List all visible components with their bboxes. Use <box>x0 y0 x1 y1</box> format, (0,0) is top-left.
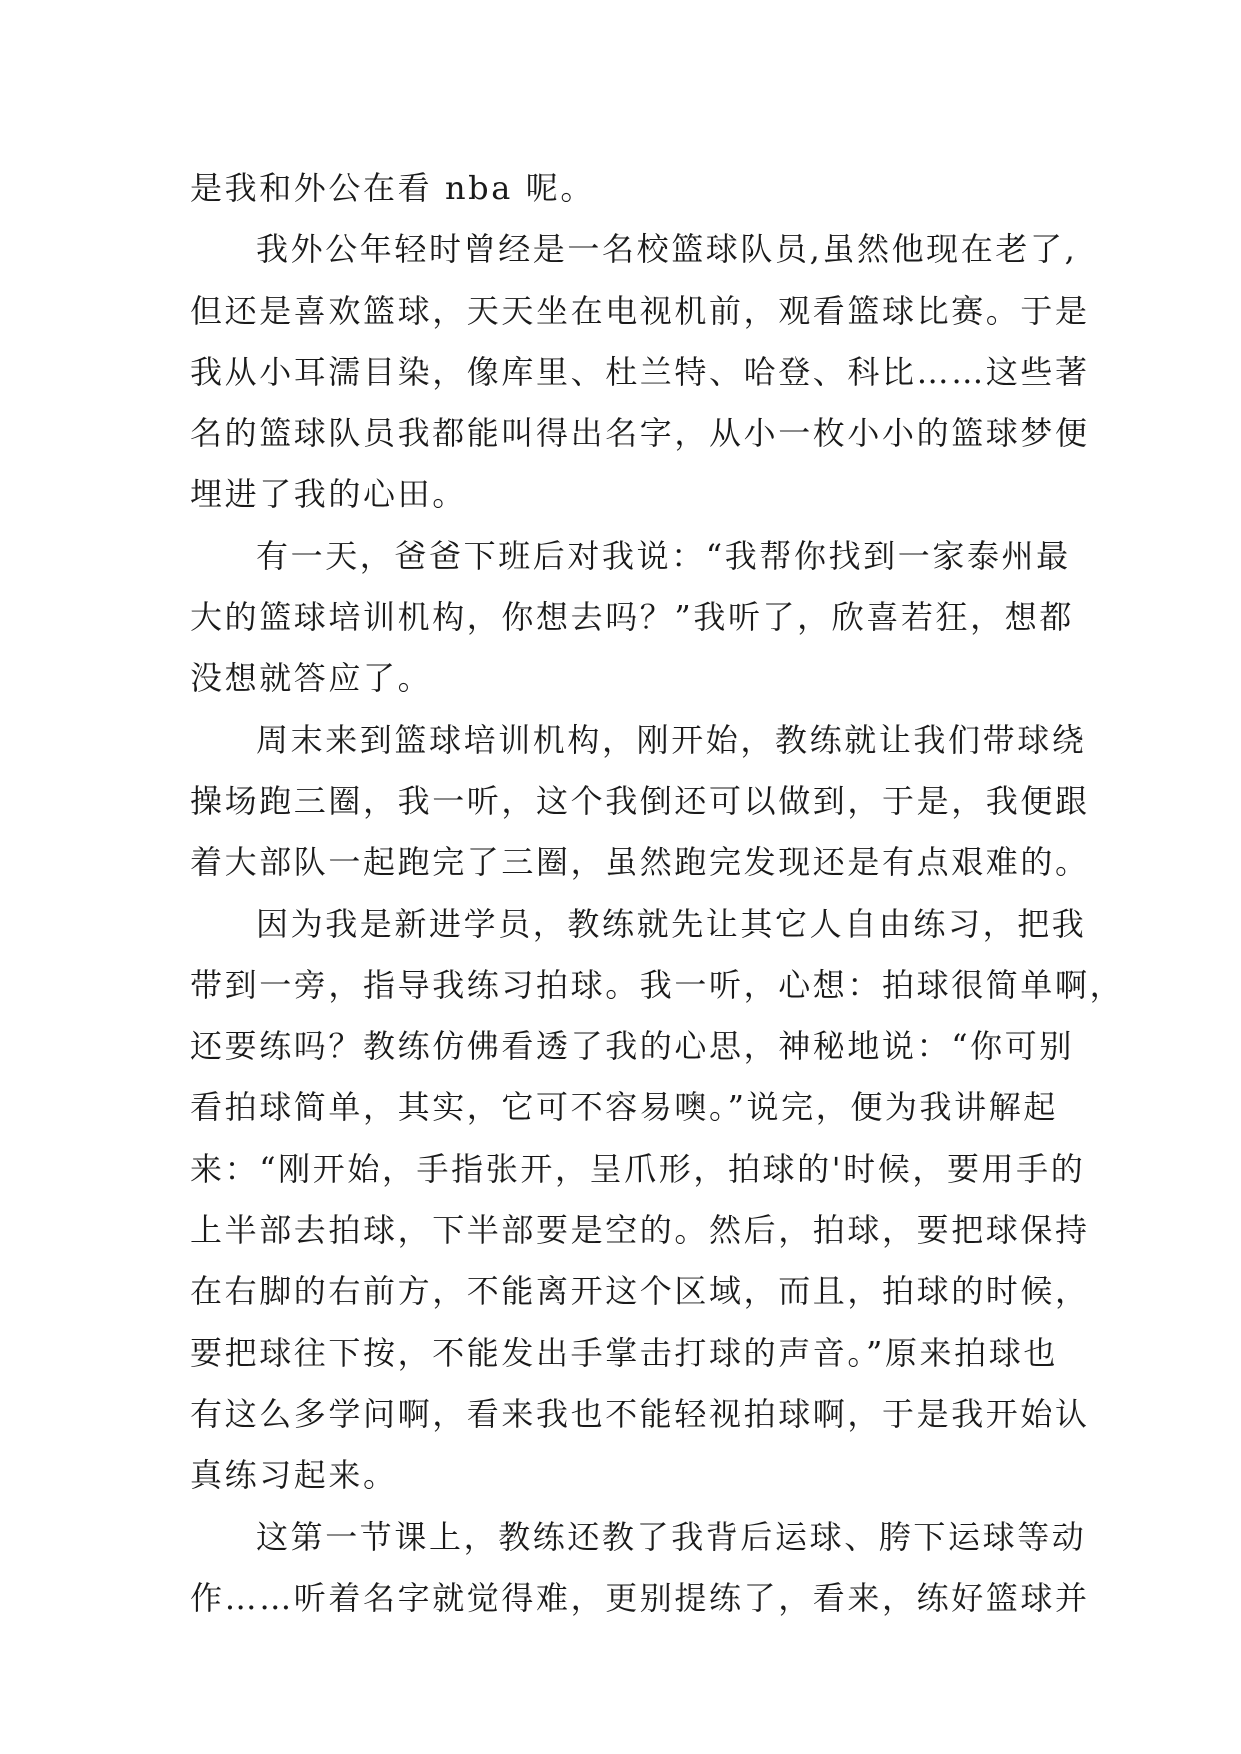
text-line: 上半部去拍球，下半部要是空的。然后，拍球，要把球保持 <box>190 1211 1090 1250</box>
text-line: 有这么多学问啊，看来我也不能轻视拍球啊，于是我开始认 <box>190 1394 1090 1433</box>
text-line: 周末来到篮球培训机构，刚开始，教练就让我们带球绕 <box>256 720 1087 759</box>
text-line: 大的篮球培训机构，你想去吗？”我听了，欣喜若狂，想都 <box>190 598 1074 637</box>
text-line: 操场跑三圈，我一听，这个我倒还可以做到，于是，我便跟 <box>190 781 1090 820</box>
text-line: 还要练吗？教练仿佛看透了我的心思，神秘地说：“你可别 <box>190 1027 1074 1066</box>
text-line: 作……听着名字就觉得难，更别提练了，看来，练好篮球并 <box>190 1578 1090 1617</box>
text-line: 来：“刚开始，手指张开，呈爪形，拍球的'时候，要用手的 <box>190 1149 1086 1188</box>
text-line: 但还是喜欢篮球，天天坐在电视机前，观看篮球比赛。于是 <box>190 291 1090 330</box>
text-line: 埋进了我的心田。 <box>190 475 467 514</box>
text-line: 看拍球简单，其实，它可不容易噢。”说完，便为我讲解起 <box>190 1088 1058 1127</box>
text-line: 我从小耳濡目染，像库里、杜兰特、哈登、科比……这些著 <box>190 352 1090 391</box>
text-line: 着大部队一起跑完了三圈，虽然跑完发现还是有点艰难的。 <box>190 843 1090 882</box>
text-line: 我外公年轻时曾经是一名校篮球队员,虽然他现在老了, <box>256 230 1078 269</box>
text-line: 要把球往下按，不能发出手掌击打球的声音。”原来拍球也 <box>190 1333 1058 1372</box>
text-line: 没想就答应了。 <box>190 659 433 698</box>
text-line: 有一天，爸爸下班后对我说：“我帮你找到一家泰州最 <box>256 536 1071 575</box>
text-line: 是我和外公在看 nba 呢。 <box>190 169 595 207</box>
body-text <box>190 158 1125 1629</box>
text-line: 这第一节课上，教练还教了我背后运球、胯下运球等动 <box>256 1517 1087 1556</box>
text-line: 真练习起来。 <box>190 1456 398 1495</box>
text-line: 名的篮球队员我都能叫得出名字，从小一枚小小的篮球梦便 <box>190 414 1090 453</box>
text-line: 在右脚的右前方，不能离开这个区域，而且，拍球的时候， <box>190 1272 1090 1311</box>
text-line: 带到一旁，指导我练习拍球。我一听，心想：拍球很简单啊， <box>190 965 1125 1004</box>
text-line: 因为我是新进学员，教练就先让其它人自由练习，把我 <box>256 904 1087 943</box>
